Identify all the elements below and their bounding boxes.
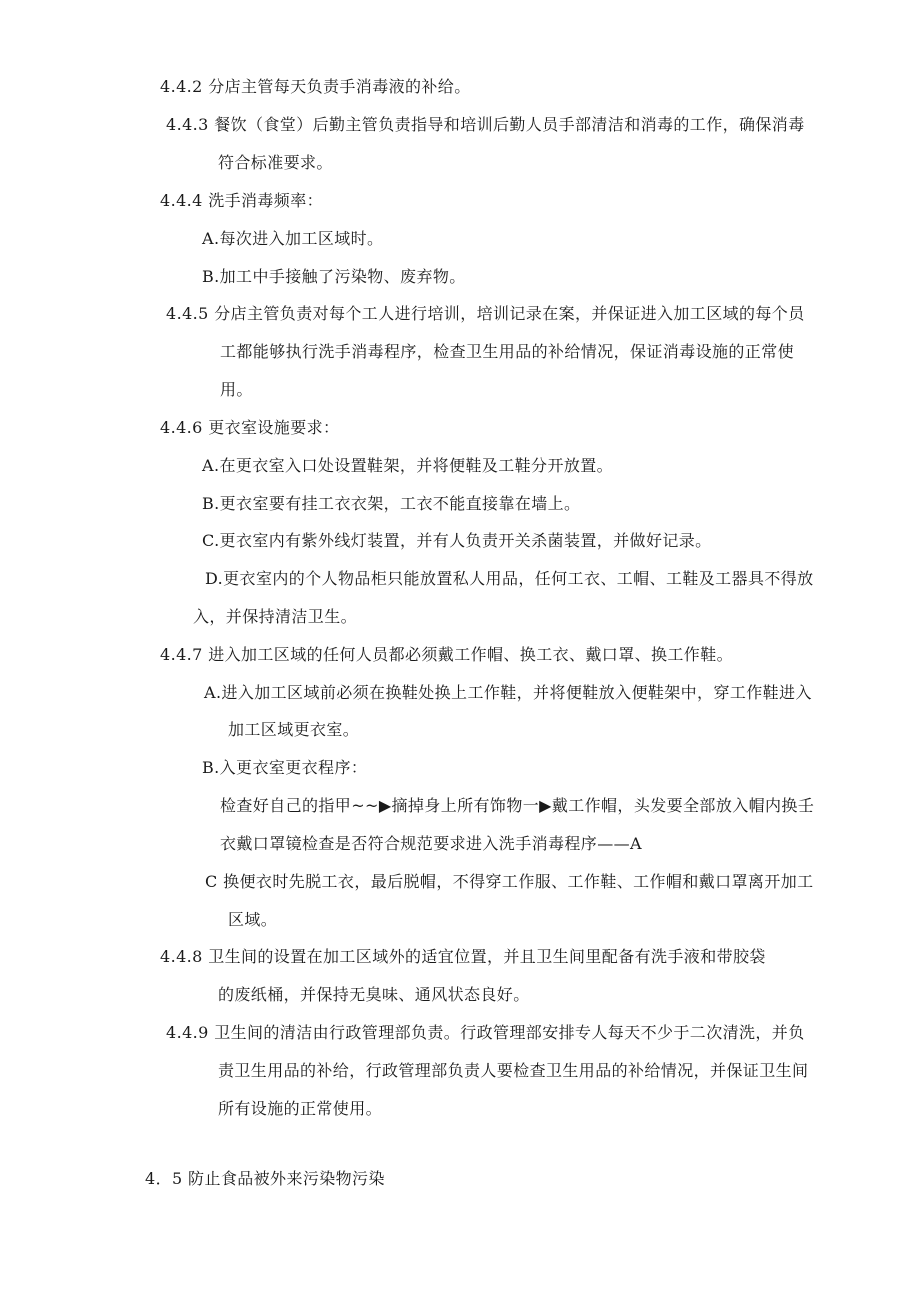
clause-4-4-7-b: B.入更衣室更衣程序： <box>202 758 368 777</box>
clause-4-4-6-d-cont: 入，并保持清洁卫生。 <box>193 607 358 626</box>
clause-4-4-4-a: A.每次进入加工区域时。 <box>202 229 384 248</box>
clause-4-4-6-d: D.更衣室内的个人物品柜只能放置私人用品，任何工衣、工帽、工鞋及工器具不得放 <box>205 569 814 588</box>
clause-4-4-8-cont: 的废纸桶，并保持无臭味、通风状态良好。 <box>218 985 530 1004</box>
clause-4-4-6-c: C.更衣室内有紫外线灯装置，并有人负责开关杀菌装置，并做好记录。 <box>202 531 712 550</box>
clause-4-4-7: 4.4.7 进入加工区域的任何人员都必须戴工作帽、换工衣、戴口罩、换工作鞋。 <box>160 645 733 664</box>
clause-4-4-7-c-cont: 区域。 <box>228 910 278 929</box>
clause-4-4-6-b: B.更衣室要有挂工衣衣架，工衣不能直接靠在墙上。 <box>202 494 581 513</box>
clause-4-4-7-a-cont: 加工区域更衣室。 <box>228 720 360 739</box>
clause-4-4-6-a: A.在更衣室入口处设置鞋架，并将便鞋及工鞋分开放置。 <box>202 456 614 475</box>
clause-4-4-7-b-steps-2: 衣戴口罩镜检查是否符合规范要求进入洗手消毒程序——A <box>220 834 642 853</box>
clause-4-4-7-c: C 换便衣时先脱工衣，最后脱帽，不得穿工作服、工作鞋、工作帽和戴口罩离开加工 <box>205 872 814 891</box>
clause-4-4-5-cont-1: 工都能够执行洗手消毒程序，检查卫生用品的补给情况，保证消毒设施的正常使 <box>220 342 795 361</box>
clause-4-4-6: 4.4.6 更衣室设施要求： <box>160 418 340 437</box>
clause-4-4-3-cont: 符合标准要求。 <box>218 153 333 172</box>
clause-4-4-5-cont-2: 用。 <box>220 380 253 399</box>
clause-4-4-4-b: B.加工中手接触了污染物、废弃物。 <box>202 267 466 286</box>
clause-4-4-8: 4.4.8 卫生间的设置在加工区域外的适宜位置，并且卫生间里配备有洗手液和带胶袋 <box>160 947 766 966</box>
clause-4-4-7-a: A.进入加工区域前必须在换鞋处换上工作鞋，并将便鞋放入便鞋架中，穿工作鞋进入 <box>204 683 812 702</box>
clause-4-4-9: 4.4.9 卫生间的清洁由行政管理部负责。行政管理部安排专人每天不少于二次清洗，并负 <box>166 1023 805 1042</box>
clause-4-4-2: 4.4.2 分店主管每天负责手消毒液的补给。 <box>160 77 471 96</box>
clause-4-4-9-cont-2: 所有设施的正常使用。 <box>218 1099 383 1118</box>
clause-4-4-7-b-steps-1: 检查好自己的指甲~~▶摘掉身上所有饰物一▶戴工作帽，头发要全部放入帽内换壬 <box>220 796 815 815</box>
clause-4-4-9-cont-1: 责卫生用品的补给，行政管理部负责人要检查卫生用品的补给情况，并保证卫生间 <box>218 1061 809 1080</box>
section-4-5-heading: 4．5 防止食品被外来污染物污染 <box>145 1169 385 1188</box>
clause-4-4-5: 4.4.5 分店主管负责对每个工人进行培训，培训记录在案，并保证进入加工区域的每个员 <box>166 304 805 323</box>
clause-4-4-4: 4.4.4 洗手消毒频率： <box>160 191 323 210</box>
clause-4-4-3: 4.4.3 餐饮（食堂）后勤主管负责指导和培训后勤人员手部清洁和消毒的工作，确保消毒 <box>166 115 805 134</box>
